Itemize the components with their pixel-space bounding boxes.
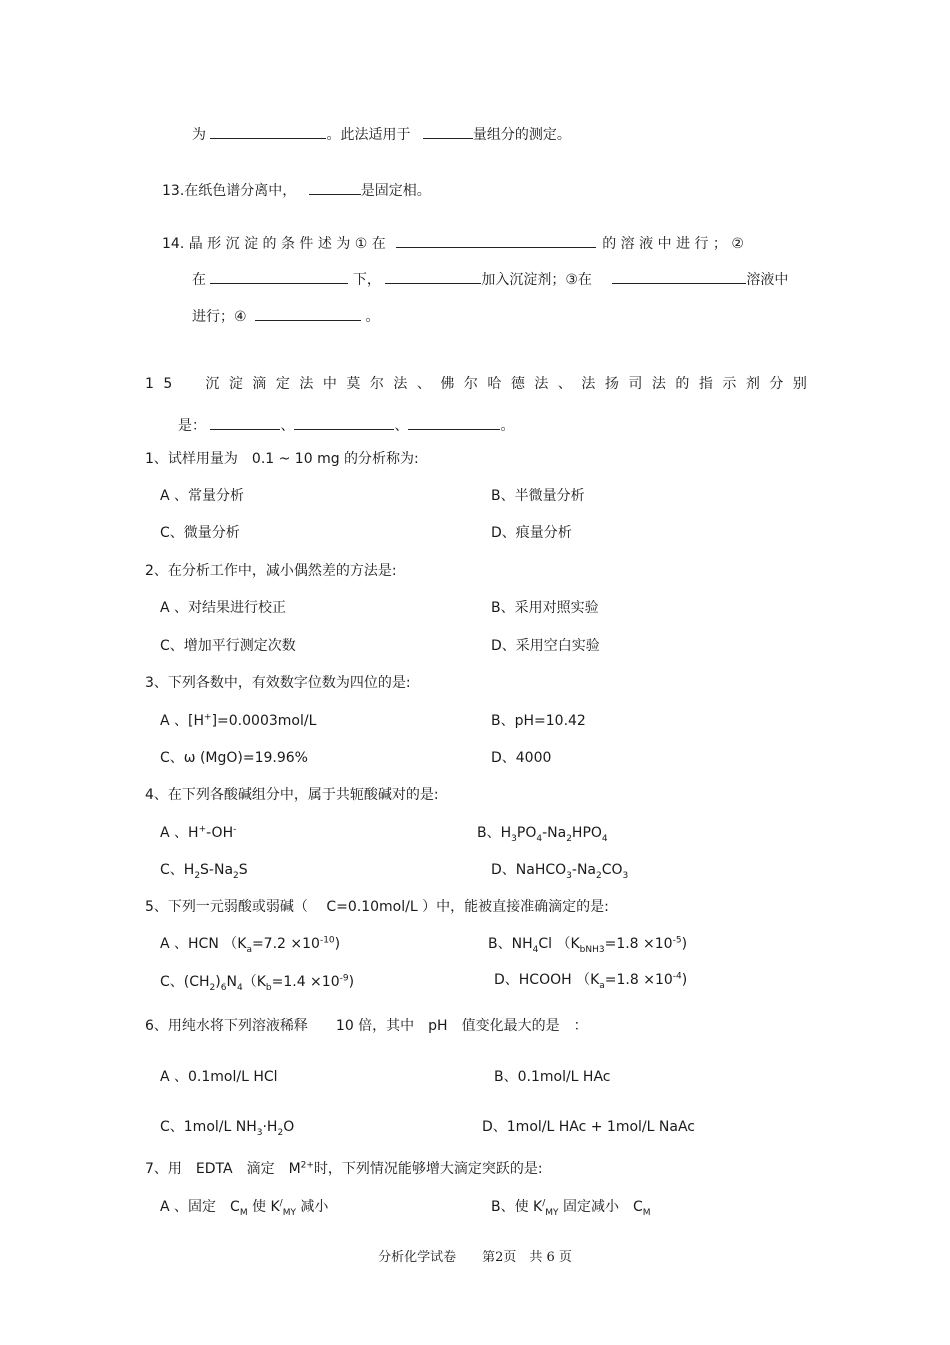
- subscript: bNH3: [579, 944, 605, 955]
- text: 时，下列情况能够增大滴定突跃的是:: [313, 1161, 543, 1177]
- text: 下，: [352, 272, 381, 288]
- question-15-line-2: [178, 415, 514, 436]
- text: 加入沉淀剂；③在: [481, 272, 592, 288]
- text: S: [238, 862, 248, 878]
- subscript: 3: [256, 1127, 263, 1138]
- text: 减小: [295, 1199, 329, 1215]
- text: D、NaHCO: [491, 862, 567, 878]
- text: C、(CH: [160, 974, 210, 990]
- text: =7.2 ×10: [251, 936, 320, 952]
- text: B、使 K: [491, 1199, 543, 1215]
- text: PO: [516, 825, 537, 841]
- answer-blank[interactable]: [309, 180, 361, 195]
- q1-stem: 1、试样用量为 0.1 ~ 10 mg 的分析称为:: [145, 451, 419, 467]
- text: 溶液中: [746, 272, 789, 288]
- q7-option-a[interactable]: [160, 1197, 328, 1217]
- subscript: 2: [194, 870, 201, 881]
- text: -Na: [542, 825, 567, 841]
- text: B、H: [477, 825, 512, 841]
- q12-continuation: [192, 124, 571, 145]
- text: B、NH: [488, 936, 533, 952]
- text: ·H: [262, 1119, 278, 1135]
- text: S-Na: [200, 862, 234, 878]
- q6-option-c[interactable]: [160, 1117, 294, 1137]
- superscript: /: [542, 1198, 546, 1209]
- q7-stem: [145, 1159, 543, 1179]
- question-13: [162, 180, 431, 201]
- text: -OH: [206, 825, 234, 841]
- q3-option-c[interactable]: C、ω (MgO)=19.96%: [160, 750, 308, 766]
- answer-blank[interactable]: [408, 415, 500, 430]
- superscript: -10: [319, 935, 335, 946]
- text: 、: [394, 418, 409, 434]
- subscript: M: [239, 1207, 248, 1218]
- subscript: 4: [236, 982, 243, 993]
- subscript: 3: [622, 870, 629, 881]
- question-14-line-2: [192, 269, 788, 290]
- text: HPO: [571, 825, 602, 841]
- q2-option-a[interactable]: A 、对结果进行校正: [160, 600, 287, 616]
- answer-blank[interactable]: [385, 269, 481, 284]
- text: 。: [500, 418, 515, 434]
- answer-blank[interactable]: [210, 124, 326, 139]
- subscript: 2: [209, 982, 216, 993]
- text: 使 K: [247, 1199, 280, 1215]
- text: 量组分的测定。: [472, 127, 571, 143]
- text: 固定减小 C: [558, 1199, 643, 1215]
- subscript: M: [642, 1207, 651, 1218]
- subscript: a: [599, 980, 605, 991]
- subscript: 4: [532, 944, 539, 955]
- text: N: [226, 974, 237, 990]
- subscript: MY: [545, 1207, 559, 1218]
- text: ): [348, 974, 355, 990]
- q1-option-c[interactable]: C、微量分析: [160, 525, 240, 541]
- text: 15 沉淀滴定法中莫尔法、佛尔哈德法、法扬司法的指示剂分别: [145, 376, 817, 392]
- page-footer: 分析化学试卷 第2页 共 6 页: [378, 1250, 572, 1265]
- text: 进行；④: [192, 309, 247, 325]
- q1-option-d[interactable]: D、痕量分析: [491, 525, 572, 541]
- answer-blank[interactable]: [210, 415, 280, 430]
- superscript: -: [233, 824, 237, 835]
- superscript: +: [198, 824, 207, 835]
- q6-option-b[interactable]: B、0.1mol/L HAc: [494, 1069, 611, 1085]
- text: 在: [192, 272, 206, 288]
- q2-option-d[interactable]: D、采用空白实验: [491, 638, 600, 654]
- q4-option-c[interactable]: [160, 860, 248, 880]
- superscript: -4: [672, 971, 682, 982]
- q2-option-c[interactable]: C、增加平行测定次数: [160, 638, 296, 654]
- subscript: 2: [277, 1127, 284, 1138]
- subscript: MY: [282, 1207, 296, 1218]
- text: Cl （K: [538, 936, 580, 952]
- subscript: 3: [511, 833, 517, 844]
- q6-option-a[interactable]: A 、0.1mol/L HCl: [160, 1069, 278, 1085]
- superscript: -5: [672, 935, 682, 946]
- answer-blank[interactable]: [423, 124, 473, 139]
- text: -Na: [571, 862, 596, 878]
- text: O: [283, 1119, 295, 1135]
- subscript: 4: [536, 833, 543, 844]
- text: CO: [601, 862, 623, 878]
- subscript: 2: [233, 870, 239, 881]
- text: =1.8 ×10: [604, 936, 673, 952]
- q2-option-b[interactable]: B、采用对照实验: [491, 600, 599, 616]
- text: D、HCOOH （K: [494, 972, 600, 988]
- answer-blank[interactable]: [294, 415, 394, 430]
- q4-stem: 4、在下列各酸碱组分中，属于共轭酸碱对的是:: [145, 787, 439, 803]
- q7-option-b[interactable]: [491, 1197, 651, 1217]
- subscript: 2: [596, 870, 602, 881]
- subscript: 2: [566, 833, 572, 844]
- superscript: 2+: [300, 1160, 314, 1171]
- text: C、H: [160, 862, 195, 878]
- text: ): [215, 974, 221, 990]
- text: 。: [365, 309, 380, 325]
- text: 、: [280, 418, 295, 434]
- q3-option-a[interactable]: [160, 711, 316, 731]
- q4-option-b[interactable]: [477, 823, 608, 843]
- text: 是：: [178, 418, 206, 434]
- answer-blank[interactable]: [255, 306, 361, 321]
- answer-blank[interactable]: [612, 269, 746, 284]
- q5-option-a[interactable]: [160, 934, 340, 954]
- subscript: 4: [601, 833, 608, 844]
- subscript: b: [265, 982, 272, 993]
- question-15-line-1: [145, 374, 816, 394]
- q1-option-b[interactable]: B、半微量分析: [491, 488, 585, 504]
- q3-stem: 3、下列各数中，有效数字位数为四位的是:: [145, 675, 411, 691]
- superscript: -9: [339, 973, 349, 984]
- text: A 、H: [160, 825, 199, 841]
- text: 为: [192, 127, 206, 143]
- q4-option-d[interactable]: [491, 860, 628, 880]
- question-14-line-1: [162, 233, 744, 254]
- q3-option-d[interactable]: D、4000: [491, 750, 552, 766]
- answer-blank[interactable]: [396, 233, 596, 248]
- subscript: 6: [220, 982, 227, 993]
- text: C、1mol/L NH: [160, 1119, 257, 1135]
- text: （K: [242, 974, 266, 990]
- text: 的 溶 液 中 进 行 ； ②: [602, 236, 744, 252]
- q6-option-d[interactable]: D、1mol/L HAc + 1mol/L NaAc: [482, 1119, 695, 1135]
- question-14-line-3: [192, 306, 379, 327]
- answer-blank[interactable]: [210, 269, 348, 284]
- text: 13.在纸色谱分离中，: [162, 183, 297, 199]
- subscript: a: [246, 944, 252, 955]
- q2-stem: 2、在分析工作中，减小偶然差的方法是:: [145, 563, 397, 579]
- text: ): [681, 936, 688, 952]
- text: A 、HCN （K: [160, 936, 247, 952]
- text: =1.8 ×10: [604, 972, 673, 988]
- text: ]=0.0003mol/L: [211, 713, 317, 729]
- q4-option-a[interactable]: [160, 823, 236, 843]
- text: A 、[H: [160, 713, 205, 729]
- text: 。此法适用于: [326, 127, 411, 143]
- text: 14. 晶 形 沉 淀 的 条 件 述 为 ① 在: [162, 236, 386, 252]
- q5-option-c[interactable]: [160, 972, 354, 992]
- text: ): [334, 936, 341, 952]
- superscript: +: [204, 712, 212, 723]
- text: =1.4 ×10: [271, 974, 340, 990]
- text: A 、固定 C: [160, 1199, 240, 1215]
- q1-option-a[interactable]: A 、常量分析: [160, 488, 245, 504]
- q5-stem: 5、下列一元弱酸或弱碱（ C=0.10mol/L ）中，能被直接准确滴定的是:: [145, 899, 609, 915]
- q3-option-b[interactable]: B、pH=10.42: [491, 713, 586, 729]
- text: ): [681, 972, 688, 988]
- text: 是固定相。: [360, 183, 431, 199]
- text: 7、用 EDTA 滴定 M: [145, 1161, 301, 1177]
- superscript: /: [279, 1198, 283, 1209]
- q6-stem: 6、用纯水将下列溶液稀释 10 倍，其中 pH 值变化最大的是 ：: [145, 1018, 588, 1034]
- subscript: 3: [566, 870, 572, 881]
- q5-option-b[interactable]: [488, 934, 687, 954]
- q5-option-d[interactable]: [494, 970, 687, 990]
